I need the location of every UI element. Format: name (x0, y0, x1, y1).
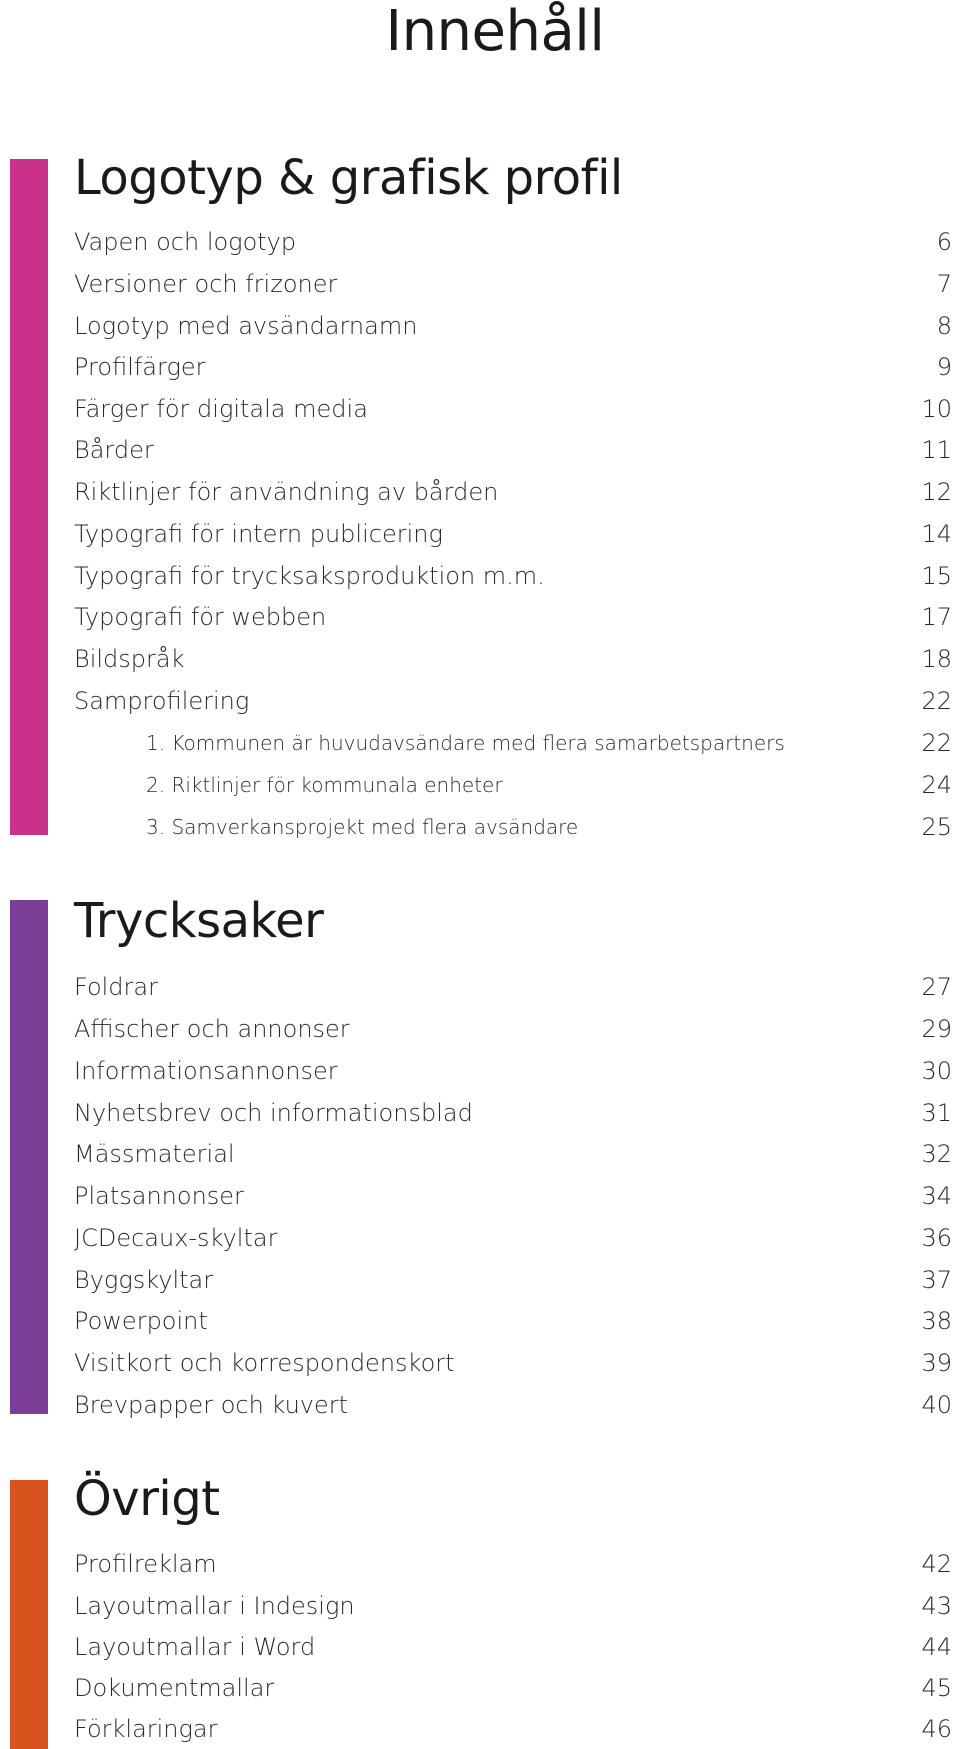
toc-entry[interactable] (74, 472, 952, 512)
toc-entry[interactable] (74, 1218, 952, 1258)
toc-entry-page: 43 (921, 1592, 952, 1620)
toc-entry-label: Layoutmallar i Word (74, 1633, 316, 1661)
toc-entry-page: 30 (921, 1057, 952, 1085)
toc-entry-page: 38 (921, 1307, 952, 1335)
toc-entry[interactable] (74, 430, 952, 470)
toc-entry-label: Foldrar (74, 973, 158, 1001)
toc-entry-page: 14 (921, 520, 952, 548)
toc-entry[interactable] (74, 639, 952, 679)
toc-entry[interactable] (74, 556, 952, 596)
toc-entry-page: 6 (936, 228, 952, 256)
toc-entry-label: Riktlinjer för användning av bården (74, 478, 499, 506)
section-title: Trycksaker (74, 893, 324, 949)
toc-entry-page: 9 (936, 353, 952, 381)
toc-subentry[interactable] (146, 723, 952, 763)
toc-entry[interactable] (74, 1093, 952, 1133)
toc-entry-label: Samprofilering (74, 687, 250, 715)
toc-entry-label: JCDecaux-skyltar (74, 1224, 278, 1252)
toc-entry-page: 15 (921, 562, 952, 590)
toc-entry-page: 32 (921, 1140, 952, 1168)
toc-entry[interactable] (74, 681, 952, 721)
toc-entry[interactable] (74, 1627, 952, 1667)
toc-entry-label: Bårder (74, 436, 154, 464)
toc-entry[interactable] (74, 967, 952, 1007)
toc-entry-label: Typografi för trycksaksproduktion m.m. (74, 562, 545, 590)
toc-entry-label: Visitkort och korrespondenskort (74, 1349, 455, 1377)
toc-entry-label: Affischer och annonser (74, 1015, 350, 1043)
section-color-bar (10, 1480, 48, 1749)
section-color-bar (10, 900, 48, 1414)
toc-entry-page: 46 (921, 1715, 952, 1743)
toc-entry[interactable] (74, 264, 952, 304)
toc-entry[interactable] (74, 389, 952, 429)
toc-entry[interactable] (74, 1586, 952, 1626)
toc-entry-label: 2. Riktlinjer för kommunala enheter (146, 773, 503, 797)
toc-entry-page: 7 (936, 270, 952, 298)
page-title: Innehåll (385, 0, 605, 64)
section-title: Logotyp & grafisk profil (74, 150, 623, 206)
toc-entry-page: 45 (921, 1674, 952, 1702)
toc-entry-label: Typografi för webben (74, 603, 327, 631)
toc-entry[interactable] (74, 514, 952, 554)
toc-entry[interactable] (74, 347, 952, 387)
section-title: Övrigt (74, 1471, 220, 1527)
toc-entry-page: 17 (921, 603, 952, 631)
toc-entry-page: 18 (921, 645, 952, 673)
toc-entry[interactable] (74, 1343, 952, 1383)
toc-entry[interactable] (74, 1260, 952, 1300)
toc-entry-label: Mässmaterial (74, 1140, 235, 1168)
toc-entry-label: Versioner och frizoner (74, 270, 338, 298)
toc-entry-page: 24 (921, 771, 952, 799)
toc-entry-page: 25 (921, 813, 952, 841)
toc-entry-page: 27 (921, 973, 952, 1001)
toc-entry[interactable] (74, 1544, 952, 1584)
toc-entry-page: 36 (921, 1224, 952, 1252)
toc-entry-label: Informationsannonser (74, 1057, 338, 1085)
toc-entry-label: Profilfärger (74, 353, 206, 381)
toc-entry[interactable] (74, 1709, 952, 1749)
toc-entry[interactable] (74, 1301, 952, 1341)
toc-entry[interactable] (74, 222, 952, 262)
toc-subentry[interactable] (146, 807, 952, 847)
toc-entry[interactable] (74, 306, 952, 346)
toc-entry-page: 34 (921, 1182, 952, 1210)
toc-entry-page: 42 (921, 1550, 952, 1578)
toc-entry-label: Bildspråk (74, 645, 185, 673)
toc-entry-label: Powerpoint (74, 1307, 208, 1335)
toc-entry-label: Profilreklam (74, 1550, 217, 1578)
toc-entry-label: Byggskyltar (74, 1266, 214, 1294)
toc-entry-page: 22 (921, 687, 952, 715)
toc-entry-label: Förklaringar (74, 1715, 218, 1743)
toc-entry[interactable] (74, 1668, 952, 1708)
toc-entry-page: 29 (921, 1015, 952, 1043)
toc-entry-label: Färger för digitala media (74, 395, 368, 423)
toc-entry-label: Nyhetsbrev och informationsblad (74, 1099, 473, 1127)
toc-entry[interactable] (74, 1009, 952, 1049)
toc-entry[interactable] (74, 1385, 952, 1425)
toc-entry-label: Vapen och logotyp (74, 228, 297, 256)
toc-entry-page: 22 (921, 729, 952, 757)
section-color-bar (10, 159, 48, 835)
toc-entry[interactable] (74, 1134, 952, 1174)
toc-entry-page: 10 (921, 395, 952, 423)
toc-entry-label: Brevpapper och kuvert (74, 1391, 349, 1419)
toc-entry-label: Layoutmallar i Indesign (74, 1592, 355, 1620)
toc-entry-page: 44 (921, 1633, 952, 1661)
toc-entry-label: Platsannonser (74, 1182, 244, 1210)
toc-entry-label: Dokumentmallar (74, 1674, 275, 1702)
toc-entry-page: 39 (921, 1349, 952, 1377)
toc-entry-page: 31 (921, 1099, 952, 1127)
toc-entry-label: 3. Samverkansprojekt med flera avsändare (146, 815, 579, 839)
toc-entry-page: 12 (921, 478, 952, 506)
toc-entry-page: 11 (921, 436, 952, 464)
toc-entry-page: 37 (921, 1266, 952, 1294)
toc-subentry[interactable] (146, 765, 952, 805)
toc-entry-page: 40 (921, 1391, 952, 1419)
toc-entry-label: 1. Kommunen är huvudavsändare med flera samarbetspartners (146, 731, 785, 755)
toc-entry[interactable] (74, 1176, 952, 1216)
toc-entry-page: 8 (936, 312, 952, 340)
toc-entry[interactable] (74, 1051, 952, 1091)
toc-entry[interactable] (74, 597, 952, 637)
toc-entry-label: Typografi för intern publicering (74, 520, 443, 548)
toc-entry-label: Logotyp med avsändarnamn (74, 312, 418, 340)
